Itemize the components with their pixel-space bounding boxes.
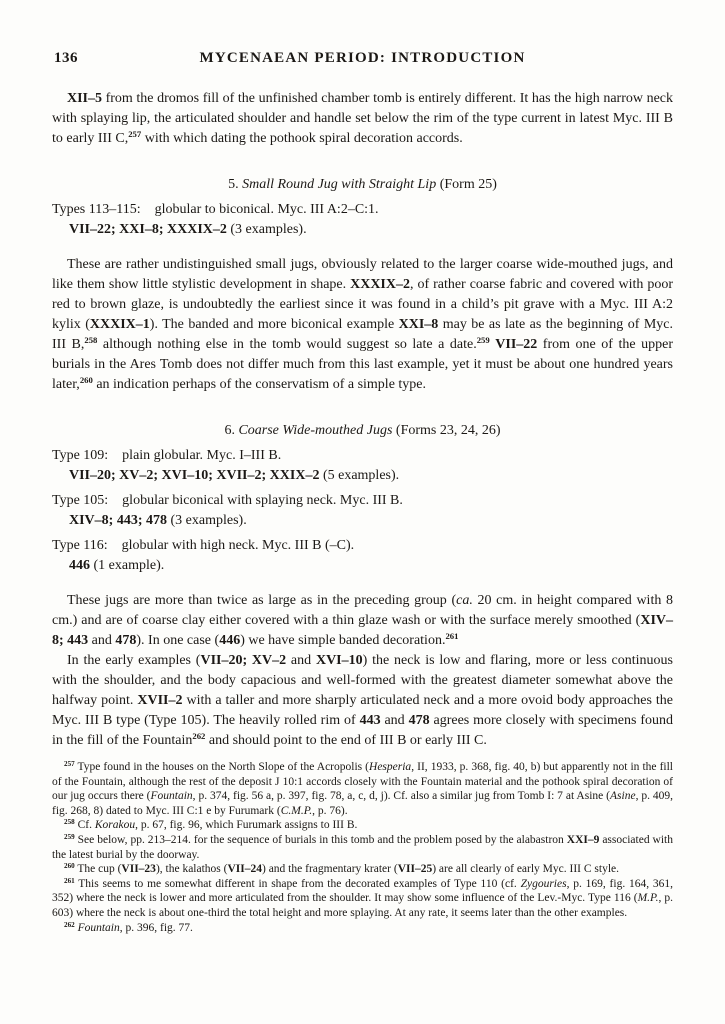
section6-paragraph-1: These jugs are more than twice as large as in the preceding group (ca. 20 cm. in height compared with 8 cm.) and are of coarse clay either covered with a thin glaze wash or with the surface merely smoothed (XIV–8; 443 and 478). In one case (446) we have simple banded decoration.$^{261}$ <box>52 593 673 648</box>
page-body <box>52 89 673 935</box>
footnote-262: $^{262}$ Fountain, p. 396, fig. 77. <box>64 920 193 934</box>
type-examples-line: 446 (1 example). <box>69 558 165 573</box>
section5-type-entry <box>52 200 673 240</box>
section6-paragraph-2: In the early examples (VII–20; XV–2 and XVI–10) the neck is low and flaring, more or less continuous with the shoulder, and the body capacious and well-formed with the greatest diameter somewhat above the halfway point. XVII–2 with a taller and more sharply articulated neck and a more ovoid body approaches the Myc. III B type (Type 105). The heavily rolled rim of 443 and 478 agrees more closely with specimens found in the fill of the Fountain$^{262}$ and should point to the end of III B or early III C. <box>52 653 674 748</box>
footnote-257: $^{257}$ Type found in the houses on the North Slope of the Acropolis (Hesperia, II, 1933, p. 368, fig. 40, b) but apparently not in the fill of the Fountain, although the rest of the deposit J 10:1 accords closely with the Fountain material and the pothook spiral decoration of our jug occurs there (Fountain, p. 374, fig. 56 a, p. 397, fig. 78, a, c, d, j). Cf. also a similar jug from Tomb I: 7 at Asine (Asine, p. 409, fig. 268, 8) dated to Myc. III C:1 e by Furumark (C.M.P., p. 76). <box>52 760 674 817</box>
section5-heading: 5. Small Round Jug with Straight Lip (Form 25) <box>228 177 497 192</box>
section5-examples-line: VII–22; XXI–8; XXXIX–2 (3 examples). <box>69 222 307 237</box>
footnote-259: $^{259}$ See below, pp. 213–214. for the sequence of burials in this tomb and the problem posed by the alabastron XXI–9 associated with the latest burial by the doorway. <box>52 833 674 861</box>
section5-paragraph: These are rather undistinguished small jugs, obviously related to the larger coarse wide-mouthed jugs, and like them show little stylistic development in shape. XXXIX–2, of rather coarse fabric and covered with poor red to brown glaze, is undoubtedly the earliest since it was found in a child’s pit grave with a Myc. III A:2 kylix (XXXIX–1). The banded and more biconical example XXI–8 may be as late as the beginning of Myc. III B,$^{258}$ although nothing else in the tomb would suggest so late a date.$^{259}$ VII–22 from one of the upper burials in the Ares Tomb does not differ much from this last example, yet it must be about one hundred years later,$^{260}$ an indication perhaps of the conservatism of a simple type. <box>52 257 673 392</box>
type-spec-line: Type 109: plain globular. Myc. I–III B. <box>52 448 282 463</box>
type-spec-line: Type 116: globular with high neck. Myc. III B (–C). <box>52 538 355 553</box>
type-spec-line: Type 105: globular biconical with splaying neck. Myc. III B. <box>52 493 403 508</box>
footnote-261: $^{261}$ This seems to me somewhat different in shape from the decorated examples of Type 110 (cf. Zygouries, p. 169, fig. 164, 361, 352) where the neck is lower and more articulated from the shoulder. It may show some influence of the Lev.-Myc. Type 116 (M.P., p. 603) where the neck is about one-third the total height and more splaying. At any rate, it seems later than the other examples. <box>52 876 673 919</box>
page-number: 136 <box>54 50 78 66</box>
footnote-258: $^{258}$ Cf. Korakou, p. 67, fig. 96, which Furumark assigns to III B. <box>64 818 358 832</box>
type-entry-105 <box>52 491 673 531</box>
type-examples-line: VII–20; XV–2; XVI–10; XVII–2; XXIX–2 (5 examples). <box>69 468 400 483</box>
footnote-260: $^{260}$ The cup (VII–23), the kalathos (VII–24) and the fragmentary krater (VII–25) are all clearly of early Myc. III C style. <box>64 862 620 876</box>
section6-heading: 6. Coarse Wide-mouthed Jugs (Forms 23, 24, 26) <box>224 423 501 438</box>
page-header <box>52 50 673 68</box>
paragraph-intro: XII–5 from the dromos fill of the unfinished chamber tomb is entirely different. It has the high narrow neck with splaying lip, the articulated shoulder and handle set below the rim of the type current in latest Myc. III B to early III C,$^{257}$ with which dating the pothook spiral decoration accords. <box>52 91 673 146</box>
type-entry-116 <box>52 536 673 576</box>
footnotes-block <box>52 760 673 935</box>
type-entry-109 <box>52 446 673 486</box>
running-head: MYCENAEAN PERIOD: INTRODUCTION <box>199 50 526 66</box>
type-examples-line: XIV–8; 443; 478 (3 examples). <box>69 513 247 528</box>
section5-types-line: Types 113–115: globular to biconical. Myc. III A:2–C:1. <box>52 202 379 217</box>
